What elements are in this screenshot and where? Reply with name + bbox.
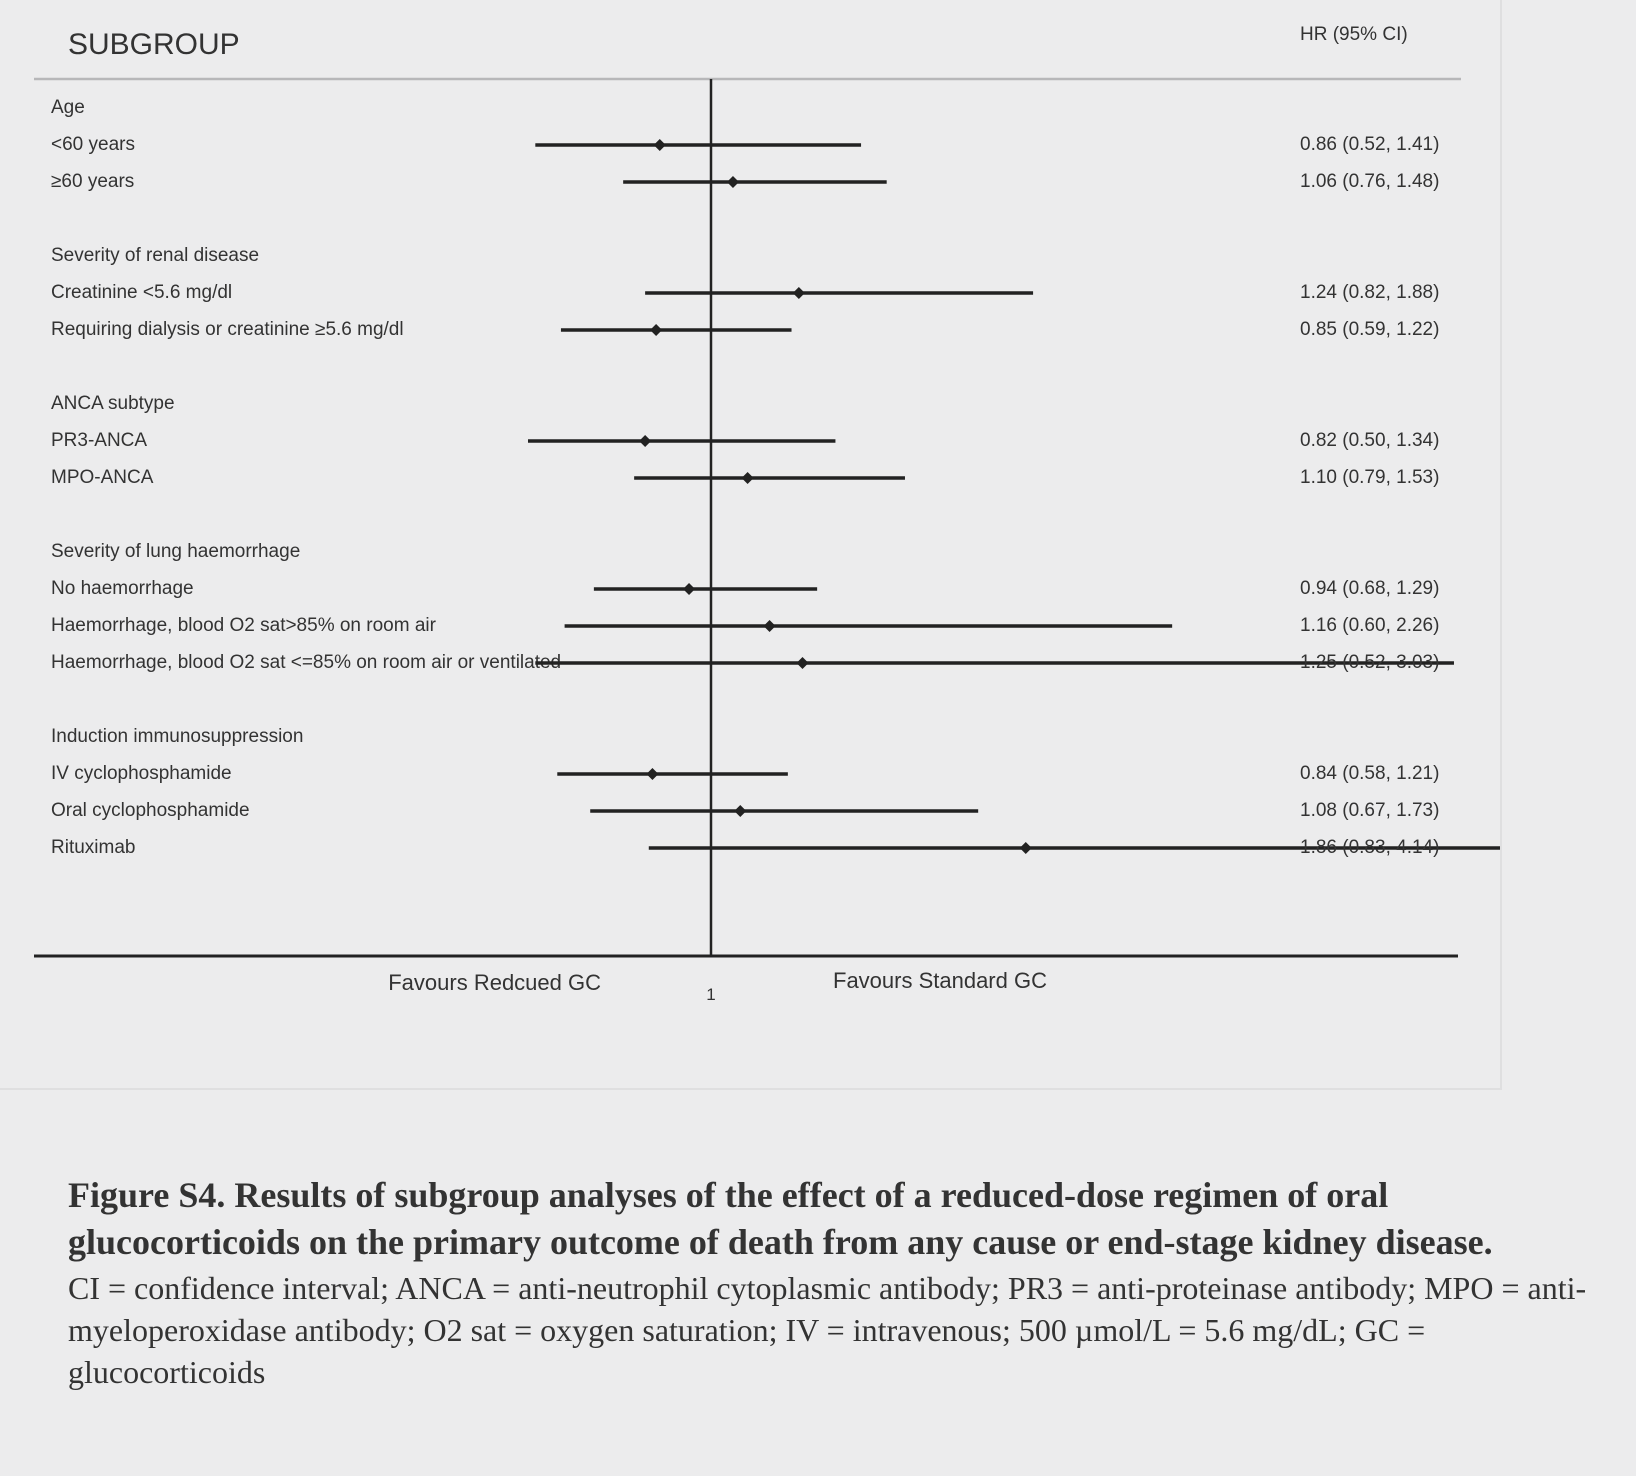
x-tick-label-1: 1 (706, 985, 716, 1004)
favours-reduced-label: Favours Redcued GC (388, 970, 601, 995)
point-estimate-marker (742, 472, 754, 484)
hr-ci-header: HR (95% CI) (1300, 24, 1408, 45)
hr-ci-value: 1.06 (0.76, 1.48) (1300, 171, 1440, 193)
group-title: ANCA subtype (51, 393, 175, 415)
hr-ci-value: 0.84 (0.58, 1.21) (1300, 763, 1440, 785)
row-label: MPO-ANCA (51, 467, 154, 489)
hr-ci-value: 0.85 (0.59, 1.22) (1300, 319, 1440, 341)
group-title: Age (51, 97, 85, 119)
point-estimate-marker (734, 805, 746, 817)
point-estimate-marker (1020, 842, 1032, 854)
row-label: Requiring dialysis or creatinine ≥5.6 mg/dl (51, 319, 404, 341)
row-label: <60 years (51, 134, 135, 156)
favours-standard-label: Favours Standard GC (833, 968, 1047, 993)
figure-caption (68, 1172, 1608, 1393)
hr-ci-value: 1.08 (0.67, 1.73) (1300, 800, 1440, 822)
caption-title: Figure S4. Results of subgroup analyses of the effect of a reduced-dose regimen of oral glucocorticoids on the primary outcome of death from any cause or end-stage kidney disease. (68, 1175, 1493, 1262)
forest-rows (51, 97, 1500, 858)
hr-ci-value: 1.10 (0.79, 1.53) (1300, 467, 1440, 489)
caption-body: CI = confidence interval; ANCA = anti-neutrophil cytoplasmic antibody; PR3 = anti-proteinase antibody; MPO = anti-myeloperoxidase antibody; O2 sat = oxygen saturation; IV = intravenous; 500 µmol/L = 5.6 mg/dL; GC = glucocorticoids (68, 1270, 1587, 1390)
point-estimate-marker (639, 435, 651, 447)
row-label: PR3-ANCA (51, 430, 148, 452)
group-title: Severity of lung haemorrhage (51, 541, 301, 563)
row-label: No haemorrhage (51, 578, 194, 600)
point-estimate-marker (683, 583, 695, 595)
hr-ci-value: 0.94 (0.68, 1.29) (1300, 578, 1440, 600)
hr-ci-value: 0.82 (0.50, 1.34) (1300, 430, 1440, 452)
hr-ci-value: 1.86 (0.83, 4.14) (1300, 837, 1440, 859)
row-label: Oral cyclophosphamide (51, 800, 250, 822)
hr-ci-value: 1.25 (0.52, 3.03) (1300, 652, 1440, 674)
hr-ci-value: 1.16 (0.60, 2.26) (1300, 615, 1440, 637)
subgroup-header: SUBGROUP (68, 28, 240, 61)
group-title: Induction immunosuppression (51, 726, 304, 748)
row-label: Haemorrhage, blood O2 sat <=85% on room air or ventilated (51, 652, 562, 674)
row-label: Rituximab (51, 837, 136, 859)
row-label: Haemorrhage, blood O2 sat>85% on room air (51, 615, 436, 637)
group-title: Severity of renal disease (51, 245, 260, 267)
row-label: ≥60 years (51, 171, 135, 193)
point-estimate-marker (727, 176, 739, 188)
point-estimate-marker (797, 657, 809, 669)
hr-ci-value: 1.24 (0.82, 1.88) (1300, 282, 1440, 304)
row-label: Creatinine <5.6 mg/dl (51, 282, 233, 304)
point-estimate-marker (793, 287, 805, 299)
hr-ci-value: 0.86 (0.52, 1.41) (1300, 134, 1440, 156)
point-estimate-marker (650, 324, 662, 336)
point-estimate-marker (764, 620, 776, 632)
row-label: IV cyclophosphamide (51, 763, 232, 785)
point-estimate-marker (646, 768, 658, 780)
point-estimate-marker (654, 139, 666, 151)
